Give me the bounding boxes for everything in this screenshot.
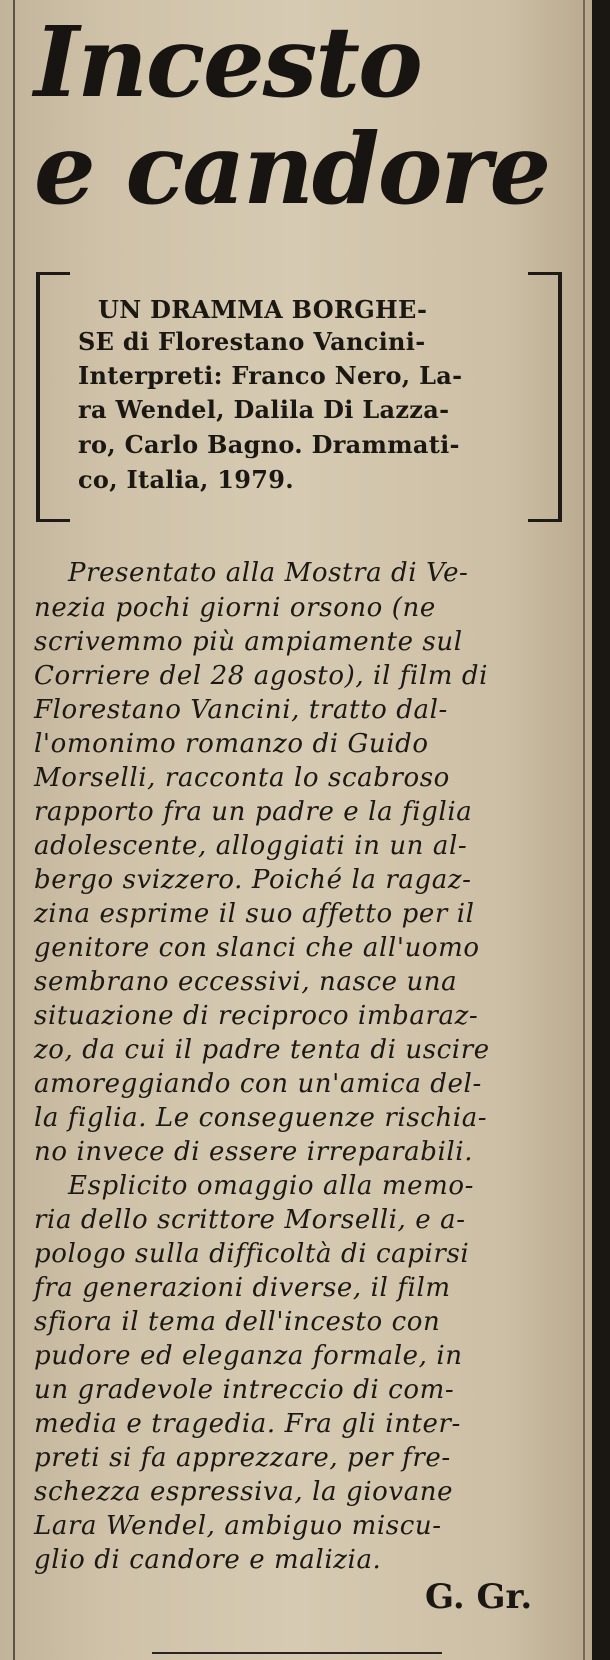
body-line: pologo sulla difficoltà di capirsi [34, 1239, 470, 1269]
headline-line-1: Incesto [34, 5, 421, 119]
column-rule-right [583, 0, 585, 1660]
body-line: Corriere del 28 agosto), il film di [34, 661, 489, 691]
body-line: fra generazioni diverse, il film [34, 1273, 451, 1303]
body-line: zina esprime il suo affetto per il [34, 899, 475, 929]
body-line: Presentato alla Mostra di Ve- [68, 558, 469, 588]
body-line: Lara Wendel, ambiguo miscu- [34, 1511, 442, 1541]
info-line: SE di Florestano Vancini- [78, 327, 426, 356]
body-line: Morselli, racconta lo scabroso [34, 763, 450, 793]
body-line: no invece di essere irreparabili. [34, 1137, 474, 1167]
end-rule [152, 1652, 442, 1654]
body-line: Florestano Vancini, tratto dal- [34, 695, 448, 725]
info-line: ra Wendel, Dalila Di Lazza- [78, 395, 450, 424]
body-line: schezza espressiva, la giovane [34, 1477, 454, 1507]
body-line: l'omonimo romanzo di Guido [34, 729, 429, 759]
body-line: un gradevole intreccio di com- [34, 1375, 455, 1405]
body-line: scrivemmo più ampiamente sul [34, 627, 463, 657]
body-line: adolescente, alloggiati in un al- [34, 831, 468, 861]
body-line: bergo svizzero. Poiché la ragaz- [34, 865, 472, 895]
column-rule-left [13, 0, 15, 1660]
body-line: ria dello scrittore Morselli, e a- [34, 1205, 466, 1235]
headline-line-2: e candore [34, 112, 550, 226]
body-line: nezia pochi giorni orsono (ne [34, 593, 436, 623]
body-line: sfiora il tema dell'incesto con [34, 1307, 441, 1337]
info-line: UN DRAMMA BORGHE- [98, 295, 428, 324]
info-line: ro, Carlo Bagno. Drammati- [78, 430, 460, 459]
body-line: preti si fa apprezzare, per fre- [34, 1443, 451, 1473]
body-line: rapporto fra un padre e la figlia [34, 797, 473, 827]
body-line: la figlia. Le conseguenze rischia- [34, 1103, 488, 1133]
body-line: sembrano eccessivi, nasce una [34, 967, 458, 997]
body-line: amoreggiando con un'amica del- [34, 1069, 482, 1099]
body-line: situazione di reciproco imbaraz- [34, 1001, 479, 1031]
body-line: glio di candore e malizia. [34, 1545, 382, 1575]
body-line: media e tragedia. Fra gli inter- [34, 1409, 461, 1439]
body-line: zo, da cui il padre tenta di uscire [34, 1035, 490, 1065]
body-line: Esplicito omaggio alla memo- [68, 1171, 474, 1201]
body-line: genitore con slanci che all'uomo [34, 933, 480, 963]
author-signature: G. Gr. [425, 1577, 533, 1617]
body-line: pudore ed eleganza formale, in [34, 1341, 463, 1371]
info-line: co, Italia, 1979. [78, 465, 294, 494]
film-info-box [36, 272, 562, 522]
info-line: Interpreti: Franco Nero, La- [78, 361, 463, 390]
